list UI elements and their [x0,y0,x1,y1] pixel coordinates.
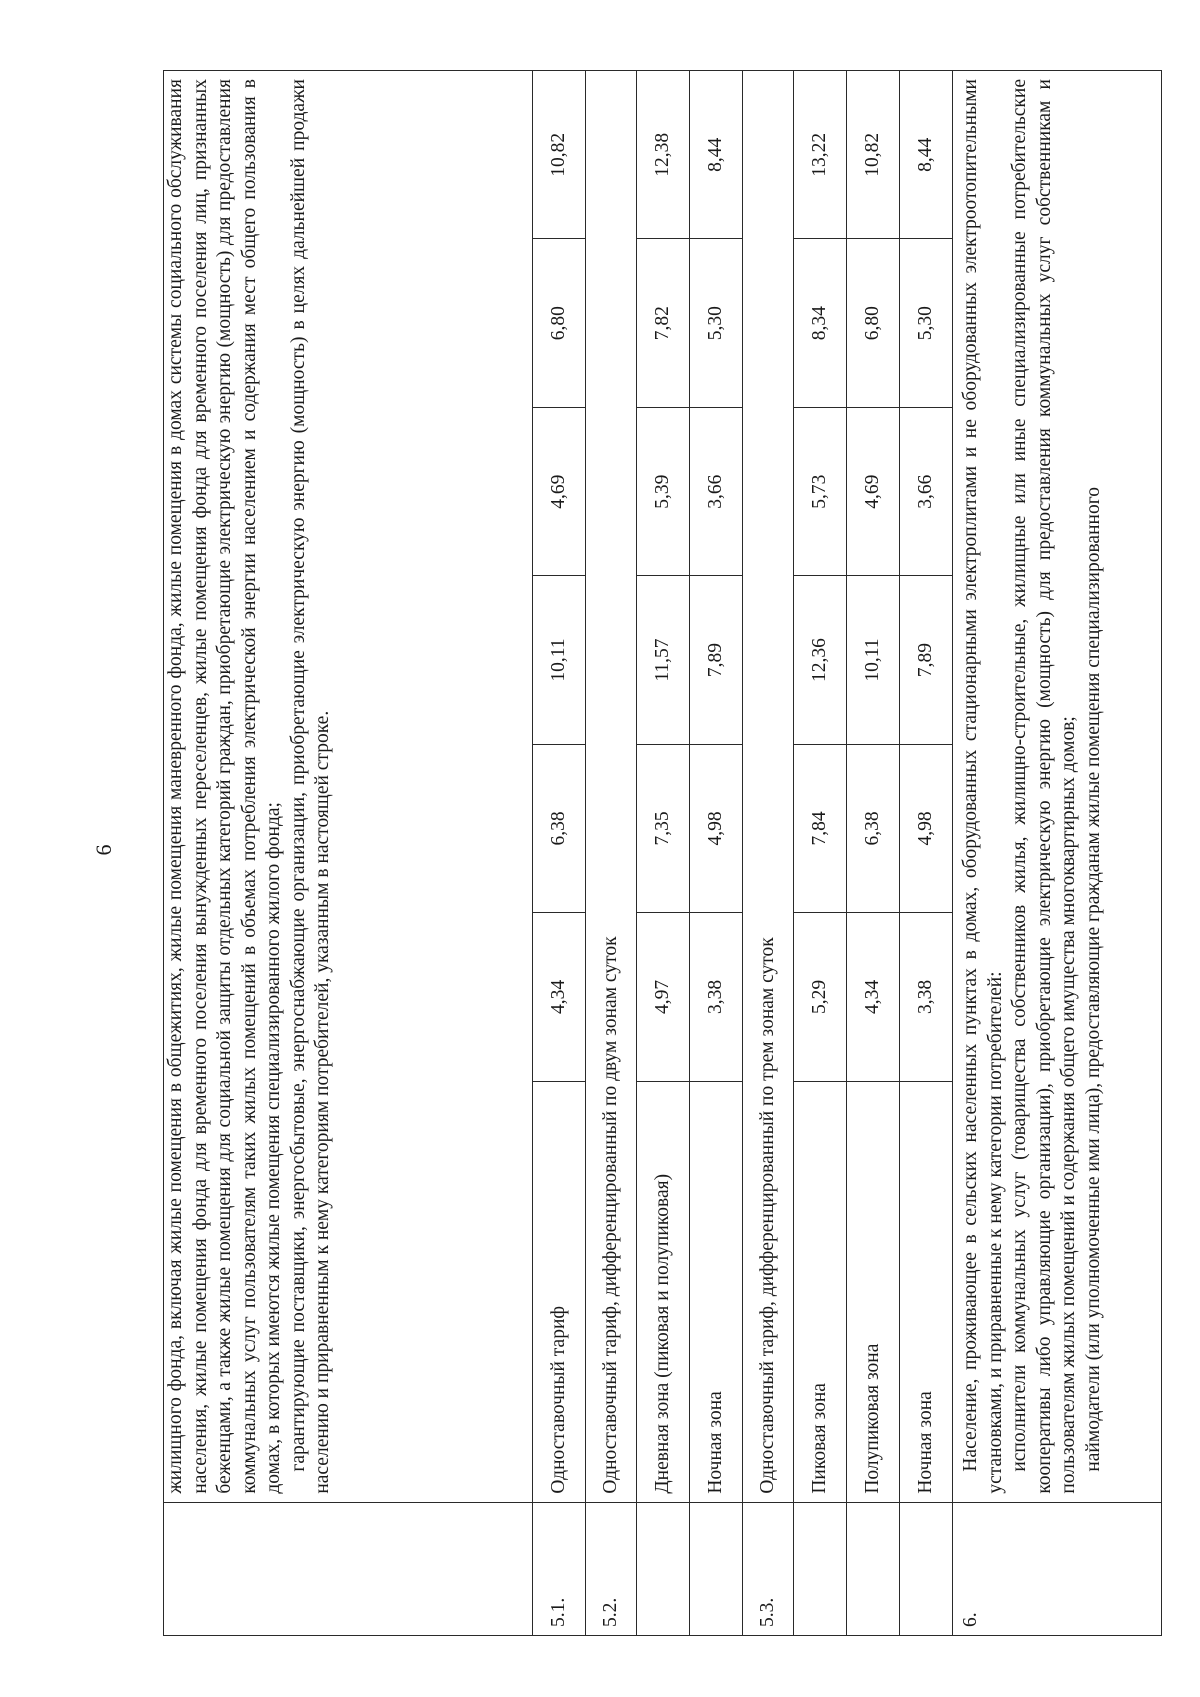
tariff-value: 8,34 [794,239,847,407]
tariff-value: 5,39 [637,407,690,575]
row-number: 5.2. [586,1502,637,1635]
tariff-value: 5,30 [690,239,743,407]
row-number: 6. [953,1502,1162,1635]
row-number: 5.1. [533,1502,586,1635]
tariff-value: 7,89 [900,576,953,744]
tariff-value: 3,38 [690,913,743,1081]
section-label: Одноставочный тариф, дифференцированный по двум зонам суток [586,71,637,1503]
table-row [794,71,847,1636]
row-number [794,1502,847,1635]
tariff-value: 7,82 [637,239,690,407]
tariff-value: 7,84 [794,744,847,912]
table-row [900,71,953,1636]
tariff-value: 5,29 [794,913,847,1081]
tariff-value: 4,69 [533,407,586,575]
tariff-value: 12,38 [637,71,690,240]
category-6-paragraph: Население, проживающее в сельских населенных пунктах в домах, оборудованных стационарными электроплитами и не оборудованных электроотопительными установками, и приравненные к нему категории потребителей: [960,79,1006,1494]
table-row [690,71,743,1636]
tariff-value: 8,44 [690,71,743,240]
row-number [847,1502,900,1635]
row-label: Ночная зона [690,1081,743,1502]
intro-paragraph: гарантирующие поставщики, энергосбытовые, энергоснабжающие организации, приобретающие электрическую энергию (мощность) в целях дальнейшей продажи населению и приравненным к нему категориям потребителей, указанным в настоящей строке. [287,79,333,1494]
tariff-value: 4,98 [900,744,953,912]
rotated-table-wrapper [163,70,1104,1636]
row-label: Полупиковая зона [847,1081,900,1502]
tariff-table [163,70,1162,1636]
tariff-value: 3,66 [900,407,953,575]
tariff-value: 6,80 [533,239,586,407]
tariff-value: 4,34 [533,913,586,1081]
tariff-value: 4,97 [637,913,690,1081]
row-number: 5.3. [743,1502,794,1635]
intro-text-cell [164,71,533,1503]
tariff-value: 6,38 [533,744,586,912]
tariff-value: 7,89 [690,576,743,744]
table-row [847,71,900,1636]
tariff-value: 11,57 [637,576,690,744]
tariff-value: 10,11 [847,576,900,744]
tariff-value: 13,22 [794,71,847,240]
tariff-value: 4,69 [847,407,900,575]
category-6-paragraph: наймодатели (или уполномоченные ими лица), предоставляющие гражданам жилые помещения специализированного [1082,487,1104,1472]
tariff-value: 8,44 [900,71,953,240]
tariff-value: 3,38 [900,913,953,1081]
tariff-value: 4,34 [847,913,900,1081]
tariff-value: 6,80 [847,239,900,407]
row-label: Дневная зона (пиковая и полупиковая) [637,1081,690,1502]
row-number [637,1502,690,1635]
section-row [586,71,637,1636]
row-number [690,1502,743,1635]
tariff-value: 7,35 [637,744,690,912]
tariff-value: 6,38 [847,744,900,912]
intro-paragraph: жилищного фонда, включая жилые помещения в общежитиях, жилые помещения маневренного фонда, жилые помещения в домах системы социального обслуживания населения, жилые помещения фонда для временного поселения вынужденных переселенцев, жилые помещения фонда для временного поселения лиц, признанных беженцами, а также жилые помещения для социальной защиты отдельных категорий граждан, приобретающие электрическую энергию (мощность) для предоставления коммунальных услуг пользователям таких жилых помещений в объемах потребления электрической энергии населением и содержания мест общего пользования в домах, в которых имеются жилые помещения специализированного жилого фонда; [165,79,284,1494]
row-label: Одноставочный тариф [533,1081,586,1502]
page-number: 6 [91,844,116,856]
tariff-value: 4,98 [690,744,743,912]
row-label: Ночная зона [900,1081,953,1502]
tariff-value: 3,66 [690,407,743,575]
table-row [637,71,690,1636]
category-6-row [953,71,1162,1636]
tariff-value: 5,30 [900,239,953,407]
table-row [533,71,586,1636]
intro-num-cell [164,1502,533,1635]
tariff-value: 10,82 [847,71,900,240]
tariff-value: 5,73 [794,407,847,575]
section-label: Одноставочный тариф, дифференцированный по трем зонам суток [743,71,794,1503]
tariff-value: 12,36 [794,576,847,744]
tariff-value: 10,82 [533,71,586,240]
row-number [900,1502,953,1635]
section-row [743,71,794,1636]
category-6-text-cell [953,71,1162,1503]
intro-row [164,71,533,1636]
row-label: Пиковая зона [794,1081,847,1502]
tariff-value: 10,11 [533,576,586,744]
category-6-paragraph: исполнители коммунальных услуг (товарищества собственников жилья, жилищно-строительные, жилищные или иные специализированные потребительские кооперативы либо управляющие организации), приобретающие электрическую энергию (мощность) для предоставления коммунальных услуг собственникам и пользователям жилых помещений и содержания общего имущества многоквартирных домов; [1009,79,1079,1494]
